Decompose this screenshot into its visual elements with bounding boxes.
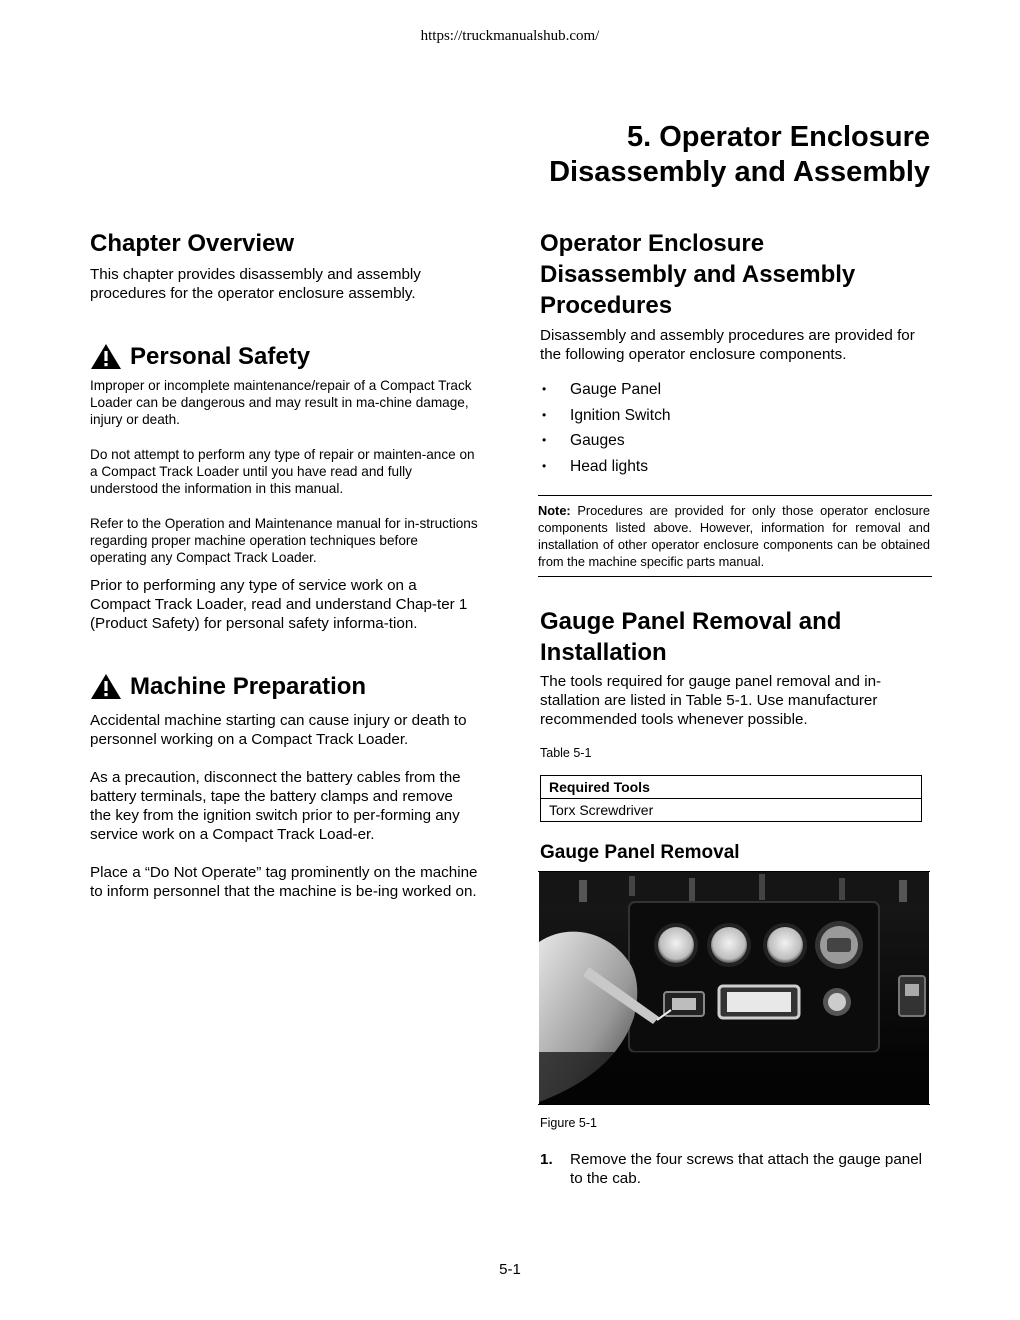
gauge-panel-removal-heading: Gauge Panel Removal [540, 842, 740, 863]
safety-paragraph-2: Do not attempt to perform any type of repair or mainten-ance on a Compact Track Loader until you have read and fully understood the information in this manual. [90, 447, 475, 496]
procedures-intro: Disassembly and assembly procedures are provided for the following operator enclosure components. [540, 327, 915, 363]
chapter-title-line1: Operator Enclosure [659, 121, 930, 153]
page-number: 5-1 [499, 1261, 521, 1278]
prep-paragraph-3: Place a “Do Not Operate” tag prominently on the machine to inform personnel that the machine is be-ing worked on. [90, 864, 478, 900]
chapter-overview-heading: Chapter Overview [90, 230, 295, 257]
component-list [540, 377, 932, 479]
table-cell: Torx Screwdriver [541, 799, 922, 822]
note-label: Note: [538, 503, 571, 518]
safety-paragraph-4: Prior to performing any type of service work on a Compact Track Loader, read and understand Chap-ter 1 (Product Safety) for personal safety informa-tion. [90, 577, 468, 632]
chapter-title [410, 120, 930, 190]
machine-preparation-heading: Machine Preparation [130, 673, 367, 700]
table-caption: Table 5-1 [540, 746, 592, 760]
gauge-panel-intro: The tools required for gauge panel removal and in-stallation are listed in Table 5-1. Use manufacturer recommended tools whenever possible. [540, 673, 882, 728]
figure-caption: Figure 5-1 [540, 1116, 597, 1130]
warning-icon [90, 343, 122, 370]
gauge-panel-photo [539, 872, 929, 1104]
procedures-heading-line2: Disassembly and Assembly [540, 261, 856, 288]
procedures-heading-line3: Procedures [540, 292, 673, 319]
step-1 [540, 1150, 932, 1188]
personal-safety-heading: Personal Safety [130, 343, 311, 370]
chapter-overview-text: This chapter provides disassembly and assembly procedures for the operator enclosure assembly. [90, 266, 421, 302]
chapter-number: 5. [627, 121, 652, 153]
left-column [90, 228, 478, 901]
list-item: • Gauge Panel [540, 377, 932, 403]
list-item: • Head lights [540, 454, 932, 480]
machine-preparation-heading-row [90, 671, 478, 702]
list-item: • Ignition Switch [540, 403, 932, 429]
required-tools-table [540, 775, 922, 822]
step-text: Remove the four screws that attach the gauge panel to the cab. [570, 1151, 923, 1187]
table-header-cell: Required Tools [541, 776, 922, 799]
right-column [540, 228, 932, 1188]
safety-paragraph-1: Improper or incomplete maintenance/repair of a Compact Track Loader can be dangerous and may result in ma-chine damage, injury or death. [90, 378, 472, 427]
list-item: • Gauges [540, 428, 932, 454]
note-box [538, 495, 932, 577]
prep-paragraph-2: As a precaution, disconnect the battery cables from the battery terminals, tape the battery clamps and remove the key from the ignition switch prior to per-forming any service work on a Compact Track Load-er. [90, 769, 461, 843]
personal-safety-heading-row [90, 341, 478, 372]
procedures-heading [540, 228, 932, 321]
procedures-heading-line1: Operator Enclosure [540, 230, 765, 257]
prep-paragraph-1: Accidental machine starting can cause injury or death to personnel working on a Compact Track Loader. [90, 712, 467, 748]
source-url: https://truckmanualshub.com/ [420, 28, 600, 44]
gauge-panel-heading-line1: Gauge Panel Removal and [540, 608, 842, 635]
note-text: Procedures are provided for only those operator enclosure components listed above. However, information for removal and installation of other operator enclosure components can be obtained from the machine specific parts manual. [538, 503, 930, 569]
chapter-title-line2: Disassembly and Assembly [549, 156, 930, 188]
warning-icon [90, 673, 122, 700]
safety-paragraph-3: Refer to the Operation and Maintenance manual for in-structions regarding proper machine operation techniques before operating any Compact Track Loader. [90, 516, 478, 565]
gauge-panel-heading [540, 606, 932, 668]
figure-photo-frame [538, 871, 930, 1105]
step-number: 1. [540, 1151, 553, 1168]
gauge-panel-heading-line2: Installation [540, 639, 667, 666]
